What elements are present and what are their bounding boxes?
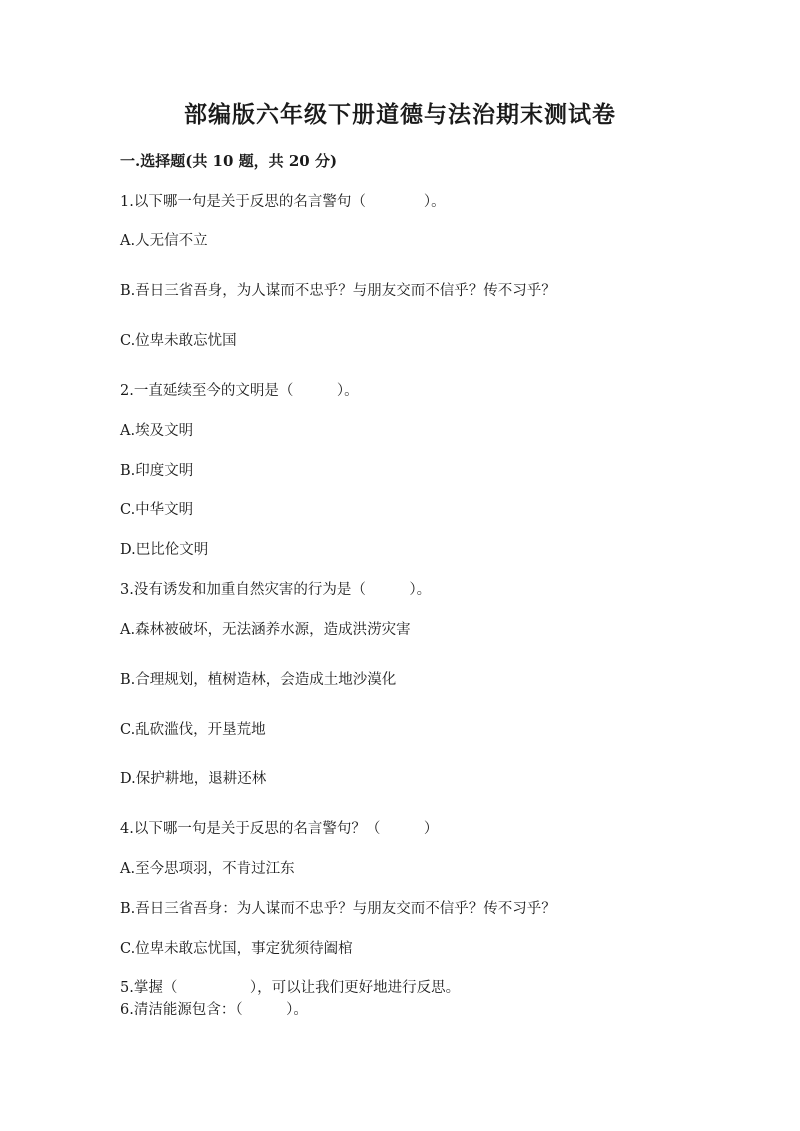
question-6: 6.清洁能源包含：（ ）。 bbox=[120, 1002, 308, 1018]
question-4: 4.以下哪一句是关于反思的名言警句？（ ） bbox=[120, 821, 439, 837]
question-1: 1.以下哪一句是关于反思的名言警句（ ）。 bbox=[120, 194, 446, 210]
question-2-option-c: C.中华文明 bbox=[120, 502, 194, 518]
question-3: 3.没有诱发和加重自然灾害的行为是（ ）。 bbox=[120, 582, 432, 598]
question-2-option-d: D.巴比伦文明 bbox=[120, 542, 209, 558]
question-4-option-c: C.位卑未敢忘忧国，事定犹须待阖棺 bbox=[120, 941, 353, 957]
question-1-option-b: B.吾日三省吾身，为人谋而不忠乎？与朋友交而不信乎？传不习乎？ bbox=[120, 283, 556, 299]
question-4-option-b: B.吾日三省吾身：为人谋而不忠乎？与朋友交而不信乎？传不习乎？ bbox=[120, 901, 556, 917]
section-heading: 一.选择题(共 10 题，共 20 分) bbox=[120, 152, 338, 170]
question-3-option-b: B.合理规划，植树造林，会造成土地沙漠化 bbox=[120, 672, 397, 688]
question-2: 2.一直延续至今的文明是（ ）。 bbox=[120, 383, 359, 399]
question-3-option-d: D.保护耕地，退耕还林 bbox=[120, 771, 267, 787]
question-1-option-c: C.位卑未敢忘忧国 bbox=[120, 333, 237, 349]
question-1-option-a: A.人无信不立 bbox=[120, 233, 208, 249]
question-2-option-a: A.埃及文明 bbox=[120, 423, 194, 439]
question-2-option-b: B.印度文明 bbox=[120, 463, 194, 479]
question-5: 5.掌握（ ），可以让我们更好地进行反思。 bbox=[120, 980, 461, 996]
page-title: 部编版六年级下册道德与法治期末测试卷 bbox=[184, 101, 616, 128]
question-4-option-a: A.至今思项羽，不肯过江东 bbox=[120, 861, 295, 877]
question-3-option-c: C.乱砍滥伐，开垦荒地 bbox=[120, 722, 266, 738]
question-3-option-a: A.森林被破坏，无法涵养水源，造成洪涝灾害 bbox=[120, 622, 411, 638]
